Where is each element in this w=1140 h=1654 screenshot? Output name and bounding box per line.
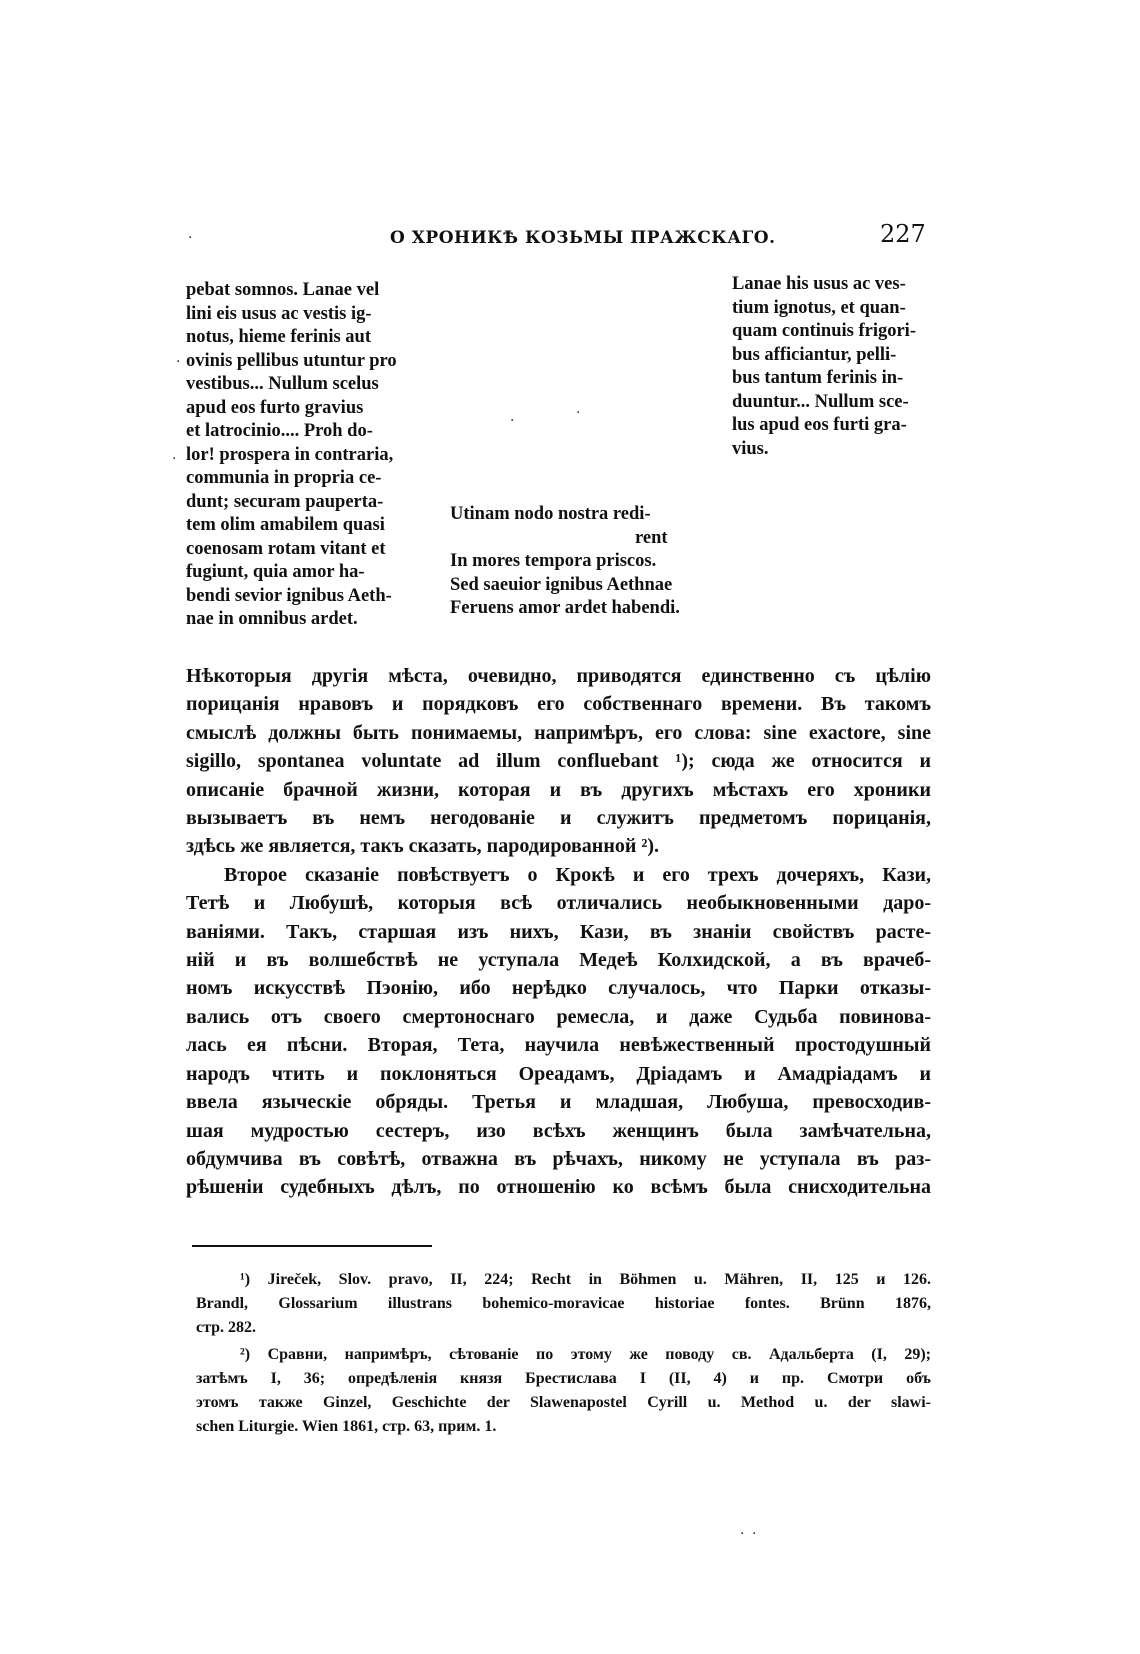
column-line: apud eos furto gravius [186,397,364,418]
footnote-divider [192,1245,432,1247]
print-speck: · [176,354,181,370]
footnote-line: schen Liturgie. Wien 1861, стр. 63, прим. 1. [196,1418,497,1436]
footnotes [196,1268,931,1439]
body-line: sigillo, spontanea voluntate ad illum confluebant ¹); сюда же относится и [186,750,931,773]
column-line: bus afficiantur, pelli- [732,344,897,365]
column-line: In mores tempora priscos. [450,551,657,571]
latin-column-left [186,279,436,632]
column-line: communia in propria ce- [186,468,382,488]
page-number: 227 [880,220,926,248]
footnote-line: ¹) Jireček, Slov. pravo, II, 224; Recht in Böhmen u. Mähren, II, 125 и 126. [240,1271,931,1288]
body-line: ваніями. Такъ, старшая изъ нихъ, Кази, въ знаніи свойствъ расте- [186,920,931,943]
column-line: quam continuis frigori- [732,321,916,341]
body-line: шая мудростью сестеръ, изо всѣхъ женщинъ была замѣчательна, [186,1119,931,1142]
column-line: duuntur... Nullum sce- [732,391,909,412]
body-line: описаніе брачной жизни, которая и въ другихъ мѣстахъ его хроники [186,778,931,801]
body-line: номъ искусствѣ Пэонію, ибо нерѣдко случалось, что Парки отказы- [186,977,931,1000]
column-line: Sed saeuior ignibus Aethnae [450,574,673,595]
column-line: lus apud eos furti gra- [732,415,907,435]
print-speck: · [172,451,177,467]
column-line: lor! prospera in contraria, [186,444,394,465]
column-line: rent [635,527,668,548]
body-line: рѣшеніи судебныхъ дѣлъ, по отношенію ко всѣмъ была снисходительна [186,1176,931,1199]
column-line: Lanae his usus ac ves- [732,274,906,294]
body-line: лась ея пѣсни. Вторая, Тета, научила невѣжественный простодушный [186,1034,931,1057]
print-speck: · [740,1526,745,1542]
body-line: обдумчива въ совѣтѣ, отважна въ рѣчахъ, никому не уступала въ раз- [186,1147,931,1170]
body-line: здѣсь же является, такъ сказать, пародированной ²). [186,835,660,858]
footnote-line: стр. 282. [196,1319,257,1337]
body-line: ній и въ волшебствѣ не уступала Медеѣ Колхидской, а въ врачеб- [186,949,931,972]
body-line: Нѣкоторыя другія мѣста, очевидно, приводятся единственно съ цѣлію [186,665,931,687]
footnote-line: ²) Сравни, напримѣръ, сѣтованіе по этому же поводу св. Адальберта (I, 29); [240,1345,931,1363]
column-line: tem olim amabilem quasi [186,515,385,535]
column-line: fugiunt, quia amor ha- [186,562,365,582]
body-line: вызываетъ въ немъ негодованіе и служитъ предметомъ порицанія, [186,807,931,830]
print-speck: · [188,230,193,246]
column-line: lini eis usus ac vestis ig- [186,303,372,324]
column-line: ovinis pellibus utuntur pro [186,350,397,371]
running-title: О ХРОНИКѢ КОЗЬМЫ ПРАЖСКАГО. [390,228,776,248]
column-line: coenosam rotam vitant et [186,538,386,559]
column-line: nae in omnibus ardet. [186,609,358,629]
column-line: bendi sevior ignibus Aeth- [186,585,392,606]
column-line: notus, hieme ferinis aut [186,327,371,347]
body-line: народъ чтить и поклоняться Ореадамъ, Дріадамъ и Амадріадамъ и [186,1062,931,1085]
body-line: ввела языческіе обряды. Третья и младшая, Любуша, превосходив- [186,1091,931,1114]
footnote-line: этомъ также Ginzel, Geschichte der Slawenapostel Cyrill u. Method u. der slawi- [196,1394,931,1412]
print-speck: · [752,1526,757,1542]
print-speck: · [510,413,515,429]
latin-column-right [732,273,932,461]
column-line: tium ignotus, et quan- [732,297,906,318]
footnote-line: Brandl, Glossarium illustrans bohemico-moravicae historiae fontes. Brünn 1876, [196,1295,931,1313]
column-line: vius. [732,438,769,459]
body-line: порицанія нравовъ и порядковъ его собственнаго времени. Въ такомъ [186,693,931,716]
footnote-line: затѣмъ I, 36; опредѣленія князя Брестислава I (II, 4) и пр. Смотри объ [196,1369,932,1387]
body-text [186,662,931,1202]
body-line: смыслѣ должны быть понимаемы, напримѣръ, его слова: sine exactore, sine [186,721,931,744]
column-line: Feruens amor ardet habendi. [450,598,680,618]
body-line: вались отъ своего смертоноснаго ремесла, и даже Судьба повинова- [186,1005,931,1028]
column-line: vestibus... Nullum scelus [186,374,379,394]
column-line: dunt; securam pauperta- [186,491,384,512]
latin-column-middle [450,503,715,621]
column-line: Utinam nodo nostra redi- [450,504,651,524]
column-line: pebat somnos. Lanae vel [186,280,380,300]
print-speck: · [576,405,581,421]
column-line: et latrocinio.... Proh do- [186,421,373,441]
column-line: bus tantum ferinis in- [732,368,904,388]
body-line: Второе сказаніе повѣствуетъ о Крокѣ и его трехъ дочеряхъ, Кази, [224,863,931,886]
body-line: Тетѣ и Любушѣ, которыя всѣ отличались необыкновенными даро- [186,892,931,915]
